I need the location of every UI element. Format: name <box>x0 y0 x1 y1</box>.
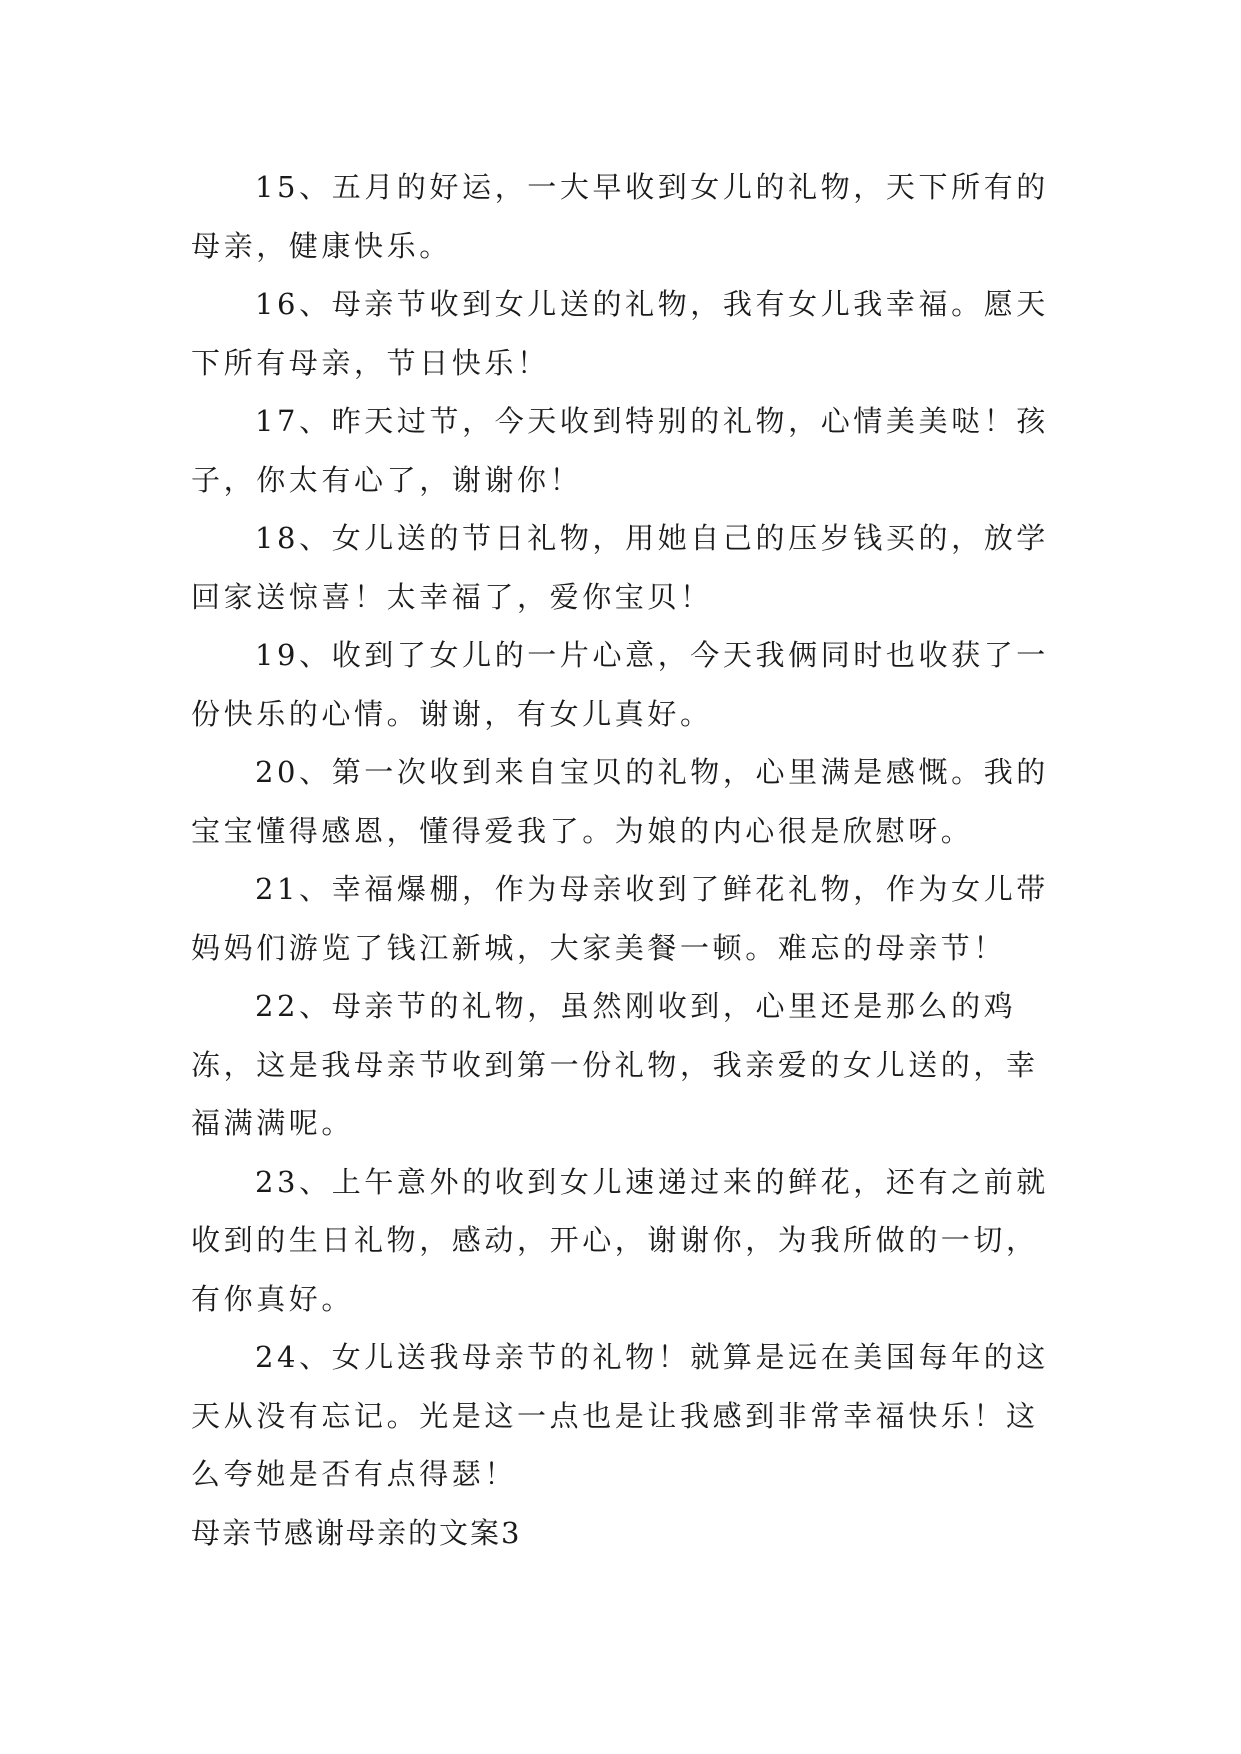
document-page <box>191 158 1051 1562</box>
paragraph-17: 17、昨天过节，今天收到特别的礼物，心情美美哒！孩子，你太有心了，谢谢你！ <box>191 404 1049 497</box>
section-heading: 母亲节感谢母亲的文案3 <box>191 1515 522 1550</box>
paragraph-16: 16、母亲节收到女儿送的礼物，我有女儿我幸福。愿天下所有母亲，节日快乐！ <box>191 287 1049 380</box>
paragraph-21: 21、幸福爆棚，作为母亲收到了鲜花礼物，作为女儿带妈妈们游览了钱江新城，大家美餐一顿。难忘的母亲节！ <box>191 872 1049 965</box>
paragraph-20: 20、第一次收到来自宝贝的礼物，心里满是感慨。我的宝宝懂得感恩，懂得爱我了。为娘的内心很是欣慰呀。 <box>191 755 1049 848</box>
paragraph-15: 15、五月的好运，一大早收到女儿的礼物，天下所有的母亲，健康快乐。 <box>191 170 1049 263</box>
paragraph-23: 23、上午意外的收到女儿速递过来的鲜花，还有之前就收到的生日礼物，感动，开心，谢谢你，为我所做的一切，有你真好。 <box>191 1164 1049 1316</box>
paragraph-19: 19、收到了女儿的一片心意，今天我俩同时也收获了一份快乐的心情。谢谢，有女儿真好。 <box>191 638 1049 731</box>
paragraph-24: 24、女儿送我母亲节的礼物！就算是远在美国每年的这天从没有忘记。光是这一点也是让我感到非常幸福快乐！这么夸她是否有点得瑟！ <box>191 1340 1049 1491</box>
paragraph-18: 18、女儿送的节日礼物，用她自己的压岁钱买的，放学回家送惊喜！太幸福了，爱你宝贝！ <box>191 521 1049 614</box>
paragraph-22: 22、母亲节的礼物，虽然刚收到，心里还是那么的鸡冻，这是我母亲节收到第一份礼物，我亲爱的女儿送的，幸福满满呢。 <box>191 989 1039 1140</box>
